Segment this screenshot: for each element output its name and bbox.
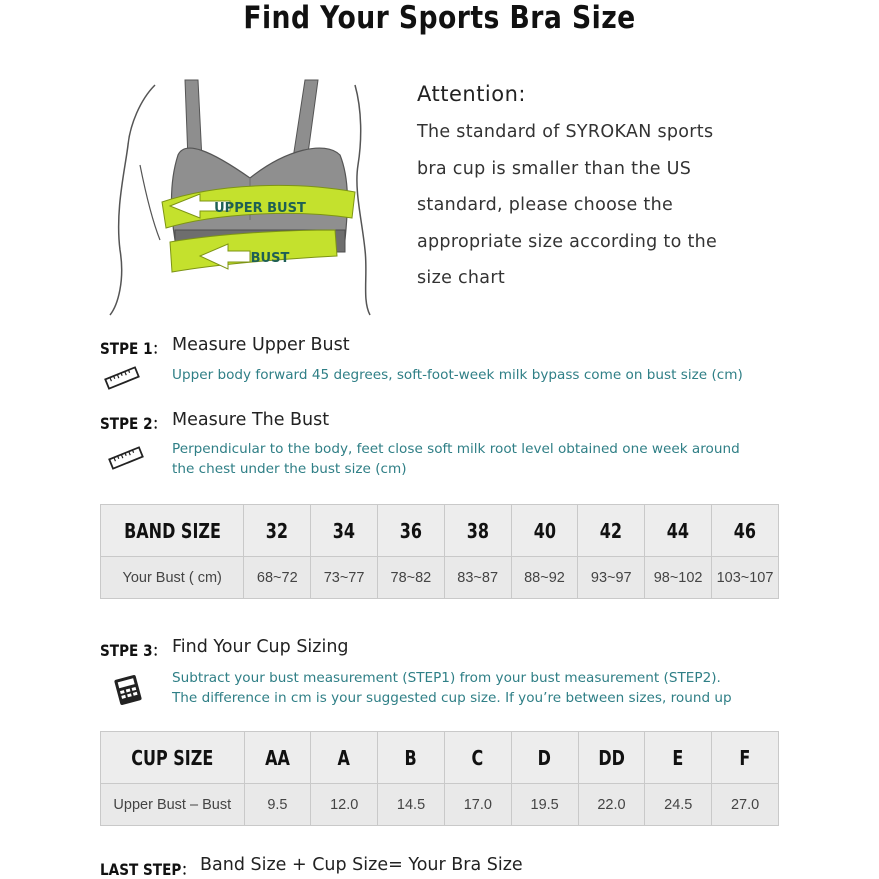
step3-description xyxy=(172,668,732,708)
difference-cell: 14.5 xyxy=(378,784,445,826)
difference-cell: 24.5 xyxy=(645,784,712,826)
bust-range-cell: 98~102 xyxy=(645,557,712,599)
bust-range-cell: 93~97 xyxy=(578,557,645,599)
step2-description xyxy=(172,439,740,479)
cup-size-cell: F xyxy=(712,732,779,784)
cup-size-cell: E xyxy=(645,732,712,784)
step2-label: STPE 2： xyxy=(100,414,167,433)
attention-notice xyxy=(417,82,857,297)
attention-line: appropriate size according to the xyxy=(417,231,718,252)
band-size-header: BAND SIZE xyxy=(101,505,244,557)
step3-label: STPE 3： xyxy=(100,641,167,660)
calculator-icon xyxy=(112,674,144,706)
step1-label: STPE 1： xyxy=(100,339,167,358)
attention-line: bra cup is smaller than the US xyxy=(417,158,692,179)
band-size-cell: 46 xyxy=(712,505,779,557)
step2-title: Measure The Bust xyxy=(172,410,330,430)
band-size-table xyxy=(100,504,779,599)
bust-range-cell: 78~82 xyxy=(377,557,444,599)
difference-cell: 22.0 xyxy=(578,784,645,826)
attention-line: size chart xyxy=(417,268,505,288)
step3-description-line: Subtract your bust measurement (STEP1) from your bust measurement (STEP2). xyxy=(172,670,721,686)
cup-size-cell: D xyxy=(511,732,578,784)
step1-description: Upper body forward 45 degrees, soft-foot-week milk bypass come on bust size (cm) xyxy=(172,367,743,383)
bust-range-cell: 103~107 xyxy=(712,557,779,599)
cup-size-table xyxy=(100,731,779,826)
difference-cell: 19.5 xyxy=(511,784,578,826)
difference-cell: 27.0 xyxy=(712,784,779,826)
torso-illustration xyxy=(100,70,390,320)
page-title: Find Your Sports Bra Size xyxy=(243,0,636,36)
bust-range-cell: 73~77 xyxy=(311,557,378,599)
last-step-label: LAST STEP： xyxy=(100,860,195,879)
band-size-cell: 34 xyxy=(311,505,378,557)
ruler-icon xyxy=(107,445,145,471)
attention-line: The standard of SYROKAN sports xyxy=(417,122,714,142)
band-size-cell: 44 xyxy=(645,505,712,557)
bust-label: BUST xyxy=(250,251,290,266)
difference-cell: 12.0 xyxy=(311,784,378,826)
band-size-cell: 40 xyxy=(511,505,578,557)
bust-range-cell: 68~72 xyxy=(244,557,311,599)
last-step-text: Band Size + Cup Size= Your Bra Size xyxy=(200,855,523,875)
step3-title: Find Your Cup Sizing xyxy=(172,637,349,657)
band-size-cell: 36 xyxy=(377,505,444,557)
cup-size-header: CUP SIZE xyxy=(101,732,245,784)
upper-bust-label: UPPER BUST xyxy=(214,201,306,216)
band-size-cell: 32 xyxy=(244,505,311,557)
your-bust-row-label: Your Bust ( cm) xyxy=(101,557,244,599)
cup-size-cell: B xyxy=(378,732,445,784)
bust-range-cell: 83~87 xyxy=(444,557,511,599)
attention-line: standard, please choose the xyxy=(417,195,674,215)
band-size-cell: 38 xyxy=(444,505,511,557)
step2-description-line: the chest under the bust size (cm) xyxy=(172,461,407,477)
attention-heading: Attention: xyxy=(417,82,526,106)
difference-cell: 9.5 xyxy=(244,784,311,826)
ruler-icon xyxy=(103,365,141,391)
difference-cell: 17.0 xyxy=(444,784,511,826)
cup-size-cell: C xyxy=(444,732,511,784)
upper-bust-minus-bust-label: Upper Bust – Bust xyxy=(101,784,245,826)
cup-size-cell: DD xyxy=(578,732,645,784)
bust-range-cell: 88~92 xyxy=(511,557,578,599)
step1-title: Measure Upper Bust xyxy=(172,335,350,355)
step2-description-line: Perpendicular to the body, feet close soft milk root level obtained one week around xyxy=(172,441,740,457)
cup-size-cell: AA xyxy=(244,732,311,784)
step3-description-line: The difference in cm is your suggested cup size. If you’re between sizes, round up xyxy=(172,690,732,706)
cup-size-cell: A xyxy=(311,732,378,784)
band-size-cell: 42 xyxy=(578,505,645,557)
